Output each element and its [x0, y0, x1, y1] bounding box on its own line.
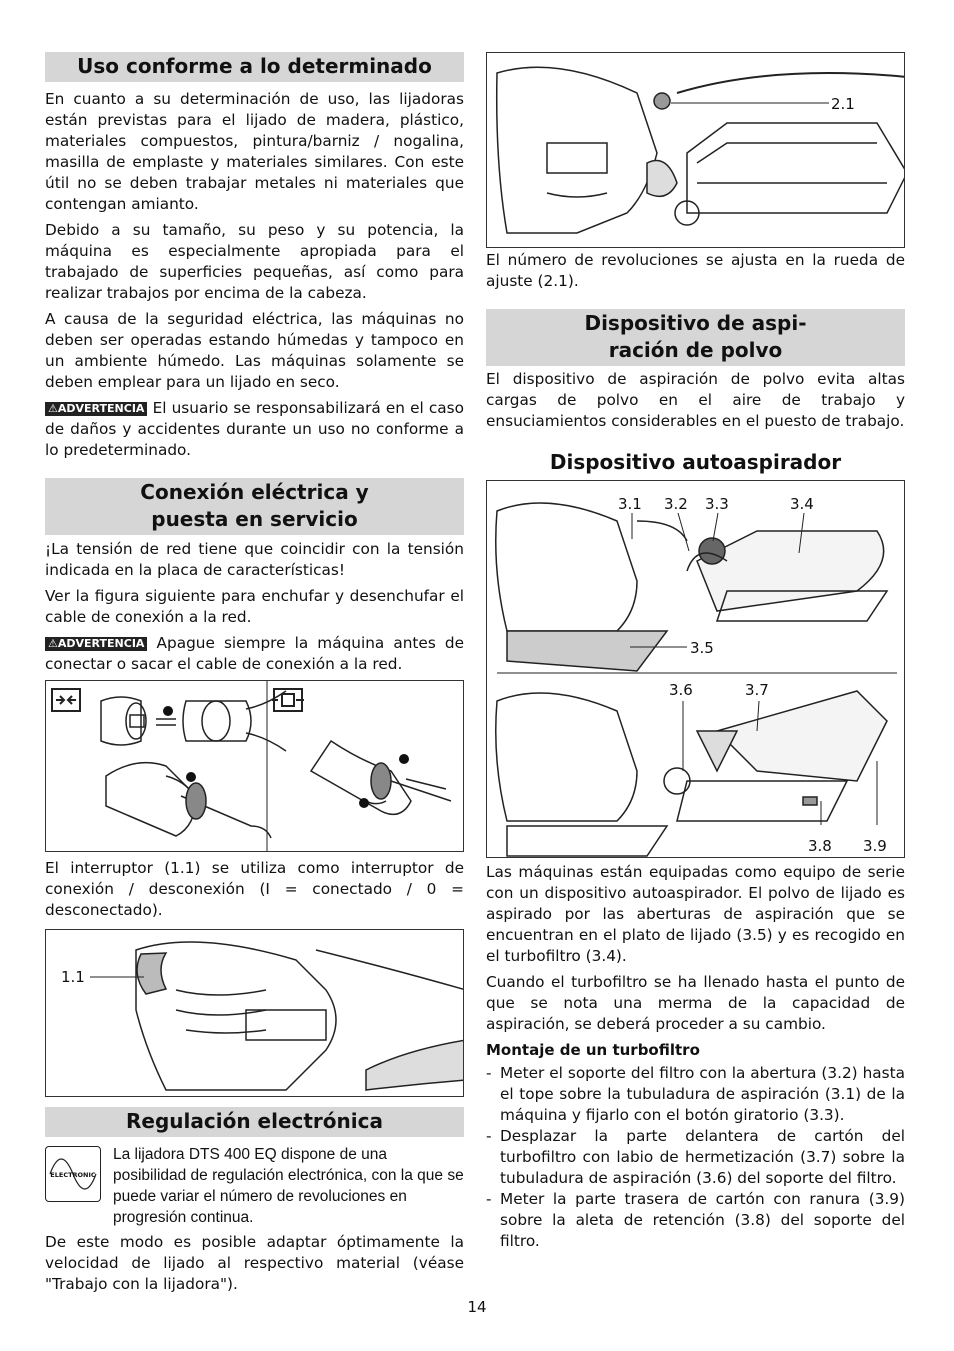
page-number: 14 [467, 1298, 487, 1316]
dust-extraction-illustration [487, 481, 905, 858]
electronic-icon [45, 1146, 101, 1202]
electronic-block [45, 1144, 464, 1228]
speed-wheel-figure [486, 52, 905, 248]
montaje-title: Montaje de un turbofiltro [486, 1041, 700, 1059]
conexion-paragraph-2: Ver la figura siguiente para enchufar y desenchufar el cable de conexión a la red. [45, 587, 464, 626]
label-3-9: 3.9 [863, 837, 887, 855]
auto-paragraph-2: Cuando el turbofiltro se ha llenado hasta el punto de que se nota una merma de la capacidad de aspiración, se deberá proceder a su cambio. [486, 973, 905, 1033]
regulacion-paragraph-1: La lijadora DTS 400 EQ dispone de una posibilidad de regulación electrónica, con la que se puede variar el número de revoluciones en progresión continua. [113, 1146, 464, 1226]
label-3-3: 3.3 [705, 495, 729, 513]
conexion-warning [45, 633, 464, 675]
left-column [45, 52, 464, 1300]
plug-figure [45, 680, 464, 852]
plug-illustration [46, 681, 464, 852]
section-title-autoaspirador: Dispositivo autoaspirador [549, 450, 842, 474]
label-3-7: 3.7 [745, 681, 769, 699]
regulacion-paragraph-2: De este modo es posible adaptar óptimamente la velocidad de lijado al respectivo material (véase "Trabajo con la lijadora"). [45, 1233, 464, 1293]
section-title-regulacion: Regulación electrónica [45, 1107, 464, 1137]
section-title-aspiracion: Dispositivo de aspi- ración de polvo [486, 309, 905, 366]
switch-figure [45, 929, 464, 1097]
uso-warning [45, 398, 464, 461]
figure-label-2-1: 2.1 [831, 95, 855, 113]
section-title-uso: Uso conforme a lo determinado [45, 52, 464, 82]
rueda-paragraph: El número de revoluciones se ajusta en la rueda de ajuste (2.1). [486, 251, 905, 290]
list-item: - Meter la parte trasera de cartón con ranura (3.9) sobre la aleta de retención (3.8) del soporte del filtro. [486, 1190, 905, 1250]
uso-warning-text: El usuario se responsabilizará en el caso de daños y accidentes durante un uso no conforme a lo predeterminado. [45, 399, 464, 459]
warning-badge: ⚠ADVERTENCIA [45, 402, 147, 416]
label-3-6: 3.6 [669, 681, 693, 699]
list-item: - Meter el soporte del filtro con la abertura (3.2) hasta el tope sobre la tubuladura de aspiración (3.1) de la máquina y fijarlo con el botón giratorio (3.3). [486, 1064, 905, 1124]
label-3-1: 3.1 [618, 495, 642, 513]
warning-badge: ⚠ADVERTENCIA [45, 637, 147, 651]
label-3-8: 3.8 [808, 837, 832, 855]
dust-extraction-figure [486, 480, 905, 858]
section-title-conexion: Conexión eléctrica y puesta en servicio [45, 478, 464, 535]
auto-paragraph-1: Las máquinas están equipadas como equipo de serie con un dispositivo autoaspirador. El polvo de lijado es aspirado por las aberturas de aspiración que se encuentran en el plato de lijado (3.5) y es recogido en el turbofiltro (3.4). [486, 863, 905, 965]
uso-paragraph-1: En cuanto a su determinación de uso, las lijadoras están previstas para el lijado de madera, plástico, materiales compuestos, pintura/barniz / nogalina, masilla de emplaste y materiales similares. Con este útil no se deben trabajar metales ni materiales que contengan amianto. [45, 90, 464, 213]
conexion-warning-text: Apague siempre la máquina antes de conectar o sacar el cable de conexión a la red. [45, 634, 464, 673]
label-3-4: 3.4 [790, 495, 814, 513]
right-column [486, 52, 905, 1252]
switch-illustration [46, 930, 464, 1097]
uso-paragraph-3: A causa de la seguridad eléctrica, las máquinas no deben ser operadas estando húmedas y tampoco en un ambiente húmedo. Las máquinas solamente se deben emplear para un lijado en seco. [45, 310, 464, 391]
figure-label-1-1: 1.1 [61, 968, 85, 986]
svg-text:ELECTRONIC: ELECTRONIC [50, 1171, 96, 1179]
list-item: - Desplazar la parte delantera de cartón del turbofiltro con labio de hermetización (3.7) sobre la tubuladura de aspiración (3.6) del soporte del filtro. [486, 1127, 905, 1187]
label-3-2: 3.2 [664, 495, 688, 513]
speed-wheel-illustration [487, 53, 905, 248]
conexion-paragraph-3: El interruptor (1.1) se utiliza como interruptor de conexión / desconexión (I = conectado / 0 = desconectado). [45, 859, 464, 919]
aspiracion-paragraph: El dispositivo de aspiración de polvo evita altas cargas de polvo en el aire de trabajo y ensuciamientos considerables en el puesto de trabajo. [486, 370, 905, 430]
uso-paragraph-2: Debido a su tamaño, su peso y su potencia, la máquina es especialmente apropiada para el trabajado de superficies pequeñas, así como para realizar trabajos por encima de la cabeza. [45, 221, 464, 302]
label-3-5: 3.5 [690, 639, 714, 657]
conexion-paragraph-1: ¡La tensión de red tiene que coincidir con la tensión indicada en la placa de características! [45, 540, 464, 579]
